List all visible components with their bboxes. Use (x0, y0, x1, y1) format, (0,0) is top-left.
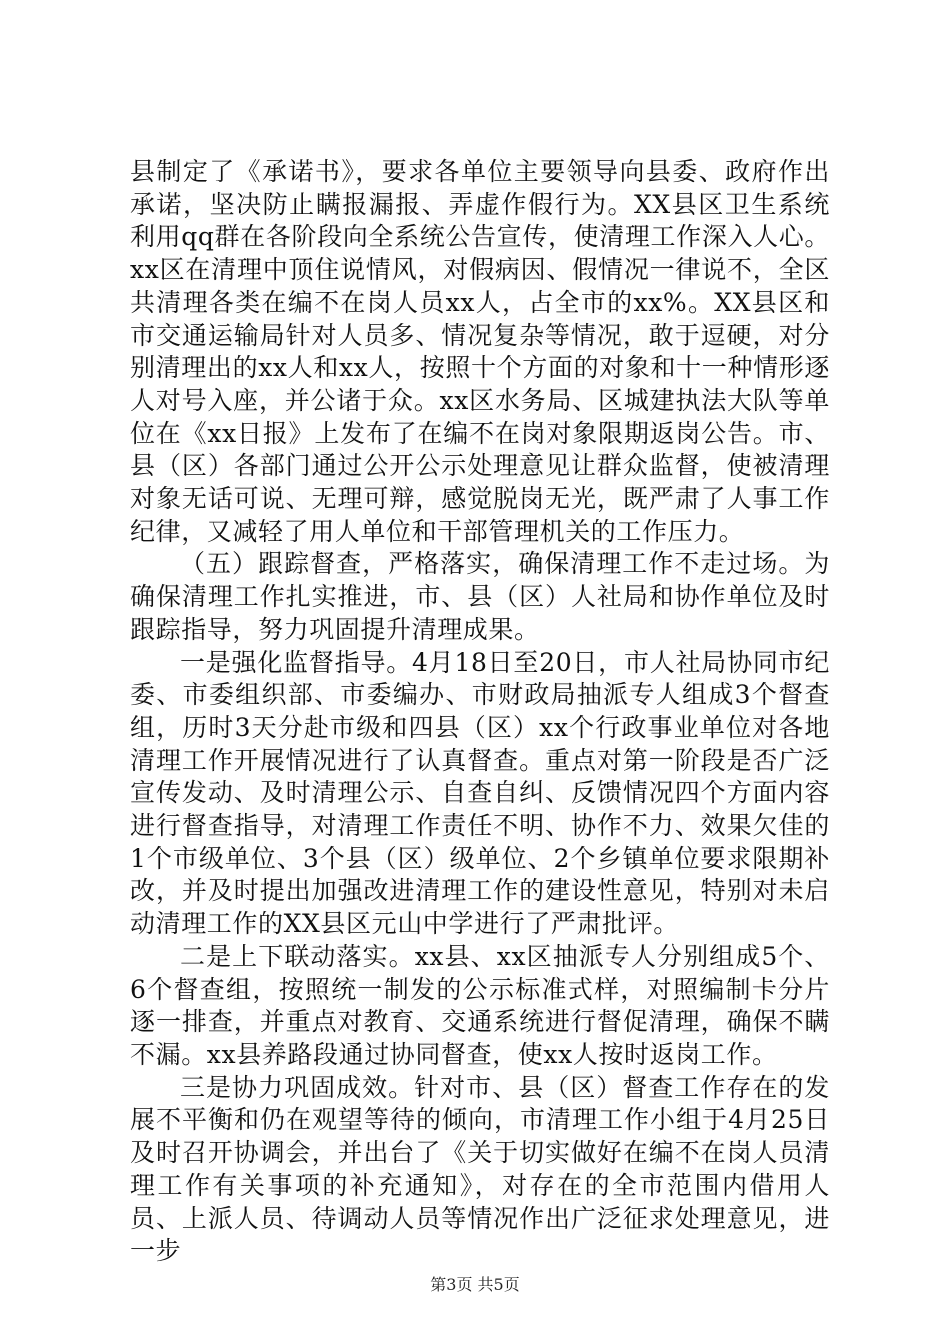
page-number-footer: 第3页 共5页 (430, 1275, 520, 1294)
paragraph-1: 县制定了《承诺书》，要求各单位主要领导向县委、政府作出承诺，坚决防止瞒报漏报、弄虚作假行为。XX县区卫生系统利用qq群在各阶段向全系统公告宣传，使清理工作深入人心。xx区在清理中顶住说情风，对假病因、假情况一律说不，全区共清理各类在编不在岗人员xx人，占全市的xx%。XX县区和市交通运输局针对人员多、情况复杂等情况，敢于逗硬，对分别清理出的xx人和xx人，按照十个方面的对象和十一种情形逐人对号入座，并公诸于众。xx区水务局、区城建执法大队等单位在《xx日报》上发布了在编不在岗对象限期返岗公告。市、县（区）各部门通过公开公示处理意见让群众监督，使被清理对象无话可说、无理可辩，感觉脱岗无光，既严肃了人事工作纪律，又减轻了用人单位和干部管理机关的工作压力。 (130, 157, 830, 546)
paragraph-2: （五）跟踪督查，严格落实，确保清理工作不走过场。为确保清理工作扎实推进，市、县（区）人社局和协作单位及时跟踪指导，努力巩固提升清理成果。 (130, 549, 830, 644)
document-body (130, 156, 830, 1268)
paragraph-5: 三是协力巩固成效。针对市、县（区）督查工作存在的发展不平衡和仍在观望等待的倾向，市清理工作小组于4月25日及时召开协调会，并出台了《关于切实做好在编不在岗人员清理工作有关事项的补充通知》，对存在的全市范围内借用人员、上派人员、待调动人员等情况作出广泛征求处理意见，进一步 (130, 1072, 830, 1266)
paragraph-3: 一是强化监督指导。4月18日至20日，市人社局协同市纪委、市委组织部、市委编办、市财政局抽派专人组成3个督查组，历时3天分赴市级和四县（区）xx个行政事业单位对各地清理工作开展情况进行了认真督查。重点对第一阶段是否广泛宣传发动、及时清理公示、自查自纠、反馈情况四个方面内容进行督查指导，对清理工作责任不明、协作不力、效果欠佳的1个市级单位、3个县（区）级单位、2个乡镇单位要求限期补改，并及时提出加强改进清理工作的建设性意见，特别对未启动清理工作的XX县区元山中学进行了严肃批评。 (130, 647, 830, 939)
paragraph-4: 二是上下联动落实。xx县、xx区抽派专人分别组成5个、6个督查组，按照统一制发的公示标准式样，对照编制卡分片逐一排查，并重点对教育、交通系统进行督促清理，确保不瞒不漏。xx县养路段通过协同督查，使xx人按时返岗工作。 (130, 941, 830, 1069)
